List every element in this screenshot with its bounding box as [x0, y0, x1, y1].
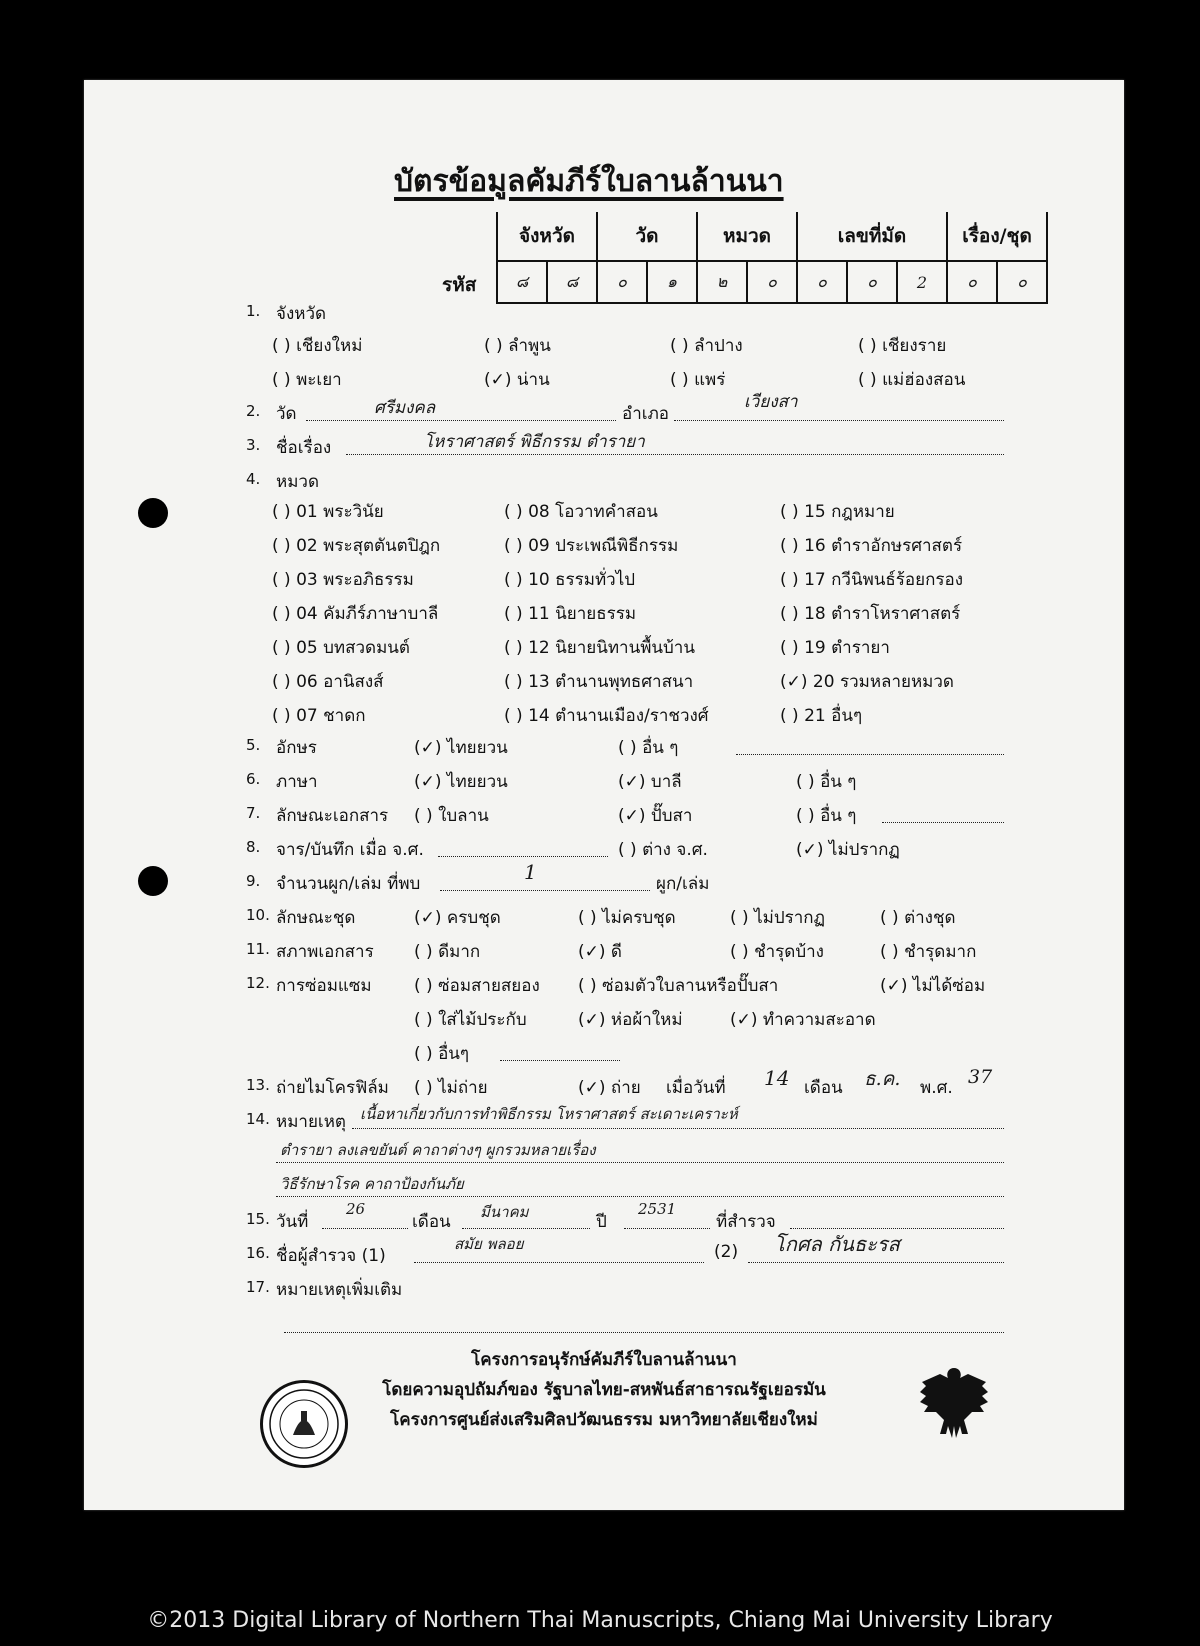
written-date-line	[438, 856, 608, 857]
province-option[interactable]: ( ) เชียงราย	[858, 336, 947, 356]
category-option[interactable]: ( ) 21 อื่นๆ	[780, 706, 863, 726]
doc-type-option[interactable]: ( ) อื่น ๆ	[796, 806, 857, 826]
copyright-notice: ©2013 Digital Library of Northern Thai Manuscripts, Chiang Mai University Library	[147, 1608, 1053, 1633]
written-date-label: จาร/บันทึก เมื่อ จ.ศ.	[276, 840, 424, 860]
section-number: 2.	[246, 402, 261, 420]
category-option[interactable]: ( ) 03 พระอภิธรรม	[272, 570, 414, 590]
bundle-count-label: จำนวนผูก/เล่ม ที่พบ	[276, 874, 421, 894]
district-label: อำเภอ	[622, 404, 669, 424]
set-status-option[interactable]: ( ) ต่างชุด	[880, 908, 956, 928]
district-value: เวียงสา	[744, 392, 798, 412]
card-title: บัตรข้อมูลคัมภีร์ใบลานล้านนา	[394, 164, 784, 199]
bundle-count-value: 1	[524, 860, 537, 884]
survey-place-label: ที่สำรวจ	[716, 1212, 776, 1232]
repair-option[interactable]: ( ) ซ่อมสายสยอง	[414, 976, 540, 996]
category-option[interactable]: ( ) 14 ตำนานเมือง/ราชวงศ์	[504, 706, 709, 726]
code-header-temple: วัด	[597, 212, 697, 261]
survey-card	[84, 80, 1124, 1510]
province-option[interactable]: ( ) แพร่	[670, 370, 726, 390]
surveyor-1-line	[414, 1262, 704, 1263]
doc-type-option-checked[interactable]: (✓) ปั๊บสา	[618, 806, 693, 826]
surveyor-2-line	[748, 1262, 1004, 1263]
repair-option-checked[interactable]: (✓) ทำความสะอาด	[730, 1010, 876, 1030]
language-option[interactable]: ( ) อื่น ๆ	[796, 772, 857, 792]
condition-label: สภาพเอกสาร	[276, 942, 374, 962]
remarks-line-1	[352, 1128, 1004, 1129]
section-number: 14.	[246, 1110, 270, 1128]
code-digit: ๐	[997, 261, 1047, 303]
microfilm-label: ถ่ายไมโครฟิล์ม	[276, 1078, 389, 1098]
set-status-option[interactable]: ( ) ไม่ปรากฏ	[730, 908, 826, 928]
set-status-option[interactable]: ( ) ไม่ครบชุด	[578, 908, 676, 928]
written-date-option[interactable]: ( ) ต่าง จ.ศ.	[618, 840, 708, 860]
section-number: 3.	[246, 436, 261, 454]
doc-type-option[interactable]: ( ) ใบลาน	[414, 806, 489, 826]
code-table	[496, 212, 1048, 304]
footer-sponsor: โดยความอุปถัมภ์ของ รัฐบาลไทย-สหพันธ์สาธารณรัฐเยอรมัน	[382, 1380, 826, 1400]
temple-label: วัด	[276, 404, 297, 424]
section-number: 15.	[246, 1210, 270, 1228]
footer-center: โครงการศูนย์ส่งเสริมศิลปวัฒนธรรม มหาวิทยาลัยเชียงใหม่	[390, 1410, 818, 1430]
category-option[interactable]: ( ) 16 ตำราอักษรศาสตร์	[780, 536, 963, 556]
survey-year: 2531	[638, 1200, 677, 1218]
category-option[interactable]: ( ) 07 ชาดก	[272, 706, 366, 726]
condition-option-checked[interactable]: (✓) ดี	[578, 942, 622, 962]
microfilm-year: 37	[968, 1066, 993, 1088]
province-option-checked[interactable]: (✓) น่าน	[484, 370, 550, 390]
language-label: ภาษา	[276, 772, 318, 792]
province-option[interactable]: ( ) แม่ฮ่องสอน	[858, 370, 966, 390]
remarks-line-2	[276, 1162, 1004, 1163]
code-header-bundle: เลขที่มัด	[797, 212, 947, 261]
section-number: 12.	[246, 974, 270, 992]
category-option[interactable]: ( ) 11 นิยายธรรม	[504, 604, 637, 624]
code-digit: ๘	[547, 261, 597, 303]
category-option-checked[interactable]: (✓) 20 รวมหลายหมวด	[780, 672, 954, 692]
category-option[interactable]: ( ) 08 โอวาทคำสอน	[504, 502, 658, 522]
condition-option[interactable]: ( ) ดีมาก	[414, 942, 481, 962]
code-digit: ๐	[947, 261, 997, 303]
footer-project: โครงการอนุรักษ์คัมภีร์ใบลานล้านนา	[471, 1350, 737, 1370]
microfilm-date-label: เมื่อวันที่	[666, 1078, 726, 1098]
code-digit: ๐	[847, 261, 897, 303]
additional-notes-label: หมายเหตุเพิ่มเติม	[276, 1280, 403, 1300]
surveyor-2-label: (2)	[714, 1242, 739, 1262]
repair-option-checked[interactable]: (✓) ห่อผ้าใหม่	[578, 1010, 683, 1030]
code-header-title: เรื่อง/ชุด	[947, 212, 1047, 261]
microfilm-month-label: เดือน	[804, 1078, 843, 1098]
section-number: 9.	[246, 872, 261, 890]
title-label: ชื่อเรื่อง	[276, 438, 332, 458]
bundle-count-unit: ผูก/เล่ม	[656, 874, 710, 894]
code-digit: ๐	[797, 261, 847, 303]
category-label: หมวด	[276, 472, 319, 492]
survey-year-label: ปี	[596, 1212, 607, 1232]
script-label: อักษร	[276, 738, 317, 758]
survey-month-label: เดือน	[412, 1212, 451, 1232]
section-number: 1.	[246, 302, 261, 320]
section-number: 11.	[246, 940, 270, 958]
survey-day-line	[322, 1228, 408, 1229]
section-number: 13.	[246, 1076, 270, 1094]
set-status-option-checked[interactable]: (✓) ครบชุด	[414, 908, 501, 928]
code-digit: ๐	[747, 261, 797, 303]
code-digit: ๘	[497, 261, 547, 303]
condition-option[interactable]: ( ) ชำรุดมาก	[880, 942, 977, 962]
doc-type-label: ลักษณะเอกสาร	[276, 806, 389, 826]
section-number: 8.	[246, 838, 261, 856]
survey-date-label: วันที่	[276, 1212, 309, 1232]
remarks-line-3	[276, 1196, 1004, 1197]
category-option[interactable]: ( ) 19 ตำรายา	[780, 638, 890, 658]
category-option[interactable]: ( ) 04 คัมภีร์ภาษาบาลี	[272, 604, 439, 624]
script-option[interactable]: ( ) อื่น ๆ	[618, 738, 679, 758]
remarks-label: หมายเหตุ	[276, 1112, 346, 1132]
microfilm-option[interactable]: ( ) ไม่ถ่าย	[414, 1078, 488, 1098]
section-number: 4.	[246, 470, 261, 488]
microfilm-year-label: พ.ศ.	[920, 1078, 953, 1098]
repair-other-line	[500, 1060, 620, 1061]
repair-option[interactable]: ( ) อื่นๆ	[414, 1044, 470, 1064]
category-option[interactable]: ( ) 13 ตำนานพุทธศาสนา	[504, 672, 694, 692]
section-number: 5.	[246, 736, 261, 754]
category-option[interactable]: ( ) 02 พระสุตตันตปิฎก	[272, 536, 441, 556]
temple-value: ศรีมงคล	[374, 398, 436, 418]
province-label: จังหวัด	[276, 304, 327, 324]
category-option[interactable]: ( ) 17 กวีนิพนธ์ร้อยกรอง	[780, 570, 964, 590]
script-option-checked[interactable]: (✓) ไทยยวน	[414, 738, 508, 758]
code-header-category: หมวด	[697, 212, 797, 261]
language-option-checked[interactable]: (✓) บาลี	[618, 772, 682, 792]
script-other-line	[736, 754, 1004, 755]
district-line	[674, 420, 1004, 421]
microfilm-day: 14	[764, 1066, 790, 1090]
province-option[interactable]: ( ) เชียงใหม่	[272, 336, 363, 356]
condition-option[interactable]: ( ) ชำรุดบ้าง	[730, 942, 824, 962]
microfilm-option-checked[interactable]: (✓) ถ่าย	[578, 1078, 641, 1098]
surveyor-label: ชื่อผู้สำรวจ (1)	[276, 1246, 386, 1266]
category-option[interactable]: ( ) 15 กฎหมาย	[780, 502, 895, 522]
code-digit: ๒	[697, 261, 747, 303]
province-option[interactable]: ( ) พะเยา	[272, 370, 342, 390]
province-option[interactable]: ( ) ลำพูน	[484, 336, 551, 356]
microfilm-month: ธ.ค.	[864, 1068, 901, 1090]
repair-label: การซ่อมแซม	[276, 976, 372, 996]
survey-month: มีนาคม	[480, 1203, 529, 1221]
category-option[interactable]: ( ) 18 ตำราโหราศาสตร์	[780, 604, 961, 624]
repair-option-checked[interactable]: (✓) ไม่ได้ซ่อม	[880, 976, 986, 996]
code-digit: ๐	[597, 261, 647, 303]
section-number: 16.	[246, 1244, 270, 1262]
category-option[interactable]: ( ) 10 ธรรมทั่วไป	[504, 570, 636, 590]
repair-option[interactable]: ( ) ใส่ไม้ประกับ	[414, 1010, 527, 1030]
category-option[interactable]: ( ) 09 ประเพณีพิธีกรรม	[504, 536, 679, 556]
survey-day: 26	[346, 1200, 366, 1218]
survey-month-line	[462, 1228, 590, 1229]
surveyor-1-name: สมัย พลอย	[454, 1235, 524, 1253]
code-digit: 2	[897, 261, 947, 303]
language-option-checked[interactable]: (✓) ไทยยวน	[414, 772, 508, 792]
code-header-province: จังหวัด	[497, 212, 597, 261]
university-seal-icon	[260, 1380, 348, 1468]
set-status-label: ลักษณะชุด	[276, 908, 356, 928]
category-option[interactable]: ( ) 05 บทสวดมนต์	[272, 638, 410, 658]
german-eagle-icon	[918, 1364, 990, 1446]
punch-hole-top	[138, 498, 168, 528]
repair-option[interactable]: ( ) ซ่อมตัวใบลานหรือปั๊บสา	[578, 976, 779, 996]
remarks-text: เนื้อหาเกี่ยวกับการทำพิธีกรรม โหราศาสตร์ สะเดาะเคราะห์	[360, 1105, 738, 1123]
punch-hole-bottom	[138, 866, 168, 896]
bundle-count-line	[440, 890, 650, 891]
written-date-option-checked[interactable]: (✓) ไม่ปรากฏ	[796, 840, 900, 860]
title-value: โหราศาสตร์ พิธีกรรม ตำรายา	[424, 432, 645, 452]
survey-year-line	[624, 1228, 710, 1229]
section-number: 7.	[246, 804, 261, 822]
province-option[interactable]: ( ) ลำปาง	[670, 336, 743, 356]
section-number: 6.	[246, 770, 261, 788]
doc-type-other-line	[882, 822, 1004, 823]
remarks-text: ตำรายา ลงเลขยันต์ คาถาต่างๆ ผูกรวมหลายเรื่อง	[280, 1141, 596, 1159]
remarks-text: วิธีรักษาโรค คาถาป้องกันภัย	[280, 1175, 464, 1193]
code-digit: ๑	[647, 261, 697, 303]
section-number: 17.	[246, 1278, 270, 1296]
category-option[interactable]: ( ) 06 อานิสงส์	[272, 672, 384, 692]
code-label: รหัส	[442, 274, 477, 296]
section-number: 10.	[246, 906, 270, 924]
category-option[interactable]: ( ) 01 พระวินัย	[272, 502, 384, 522]
category-option[interactable]: ( ) 12 นิยายนิทานพื้นบ้าน	[504, 638, 695, 658]
temple-line	[306, 420, 616, 421]
surveyor-2-name: โกศล กันธะรส	[774, 1232, 900, 1256]
additional-notes-line	[284, 1332, 1004, 1333]
